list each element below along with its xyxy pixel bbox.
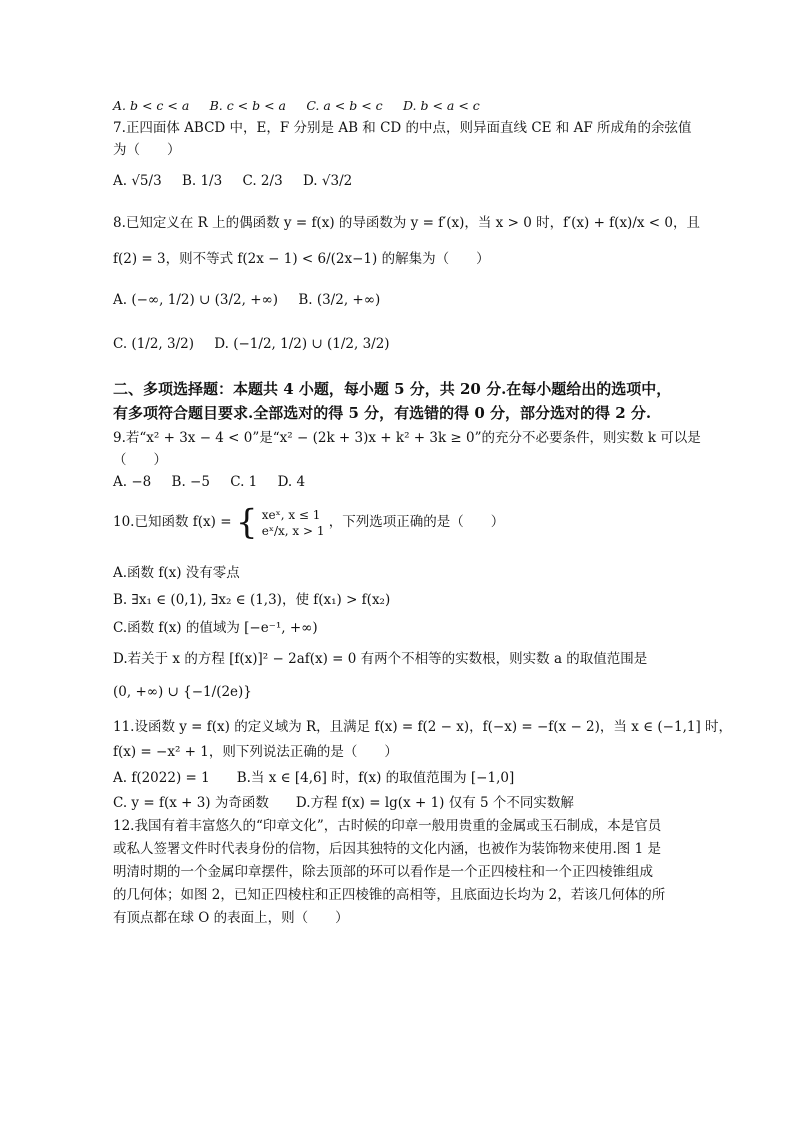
q10-option-a: A.函数 f(x) 没有零点 <box>113 565 240 581</box>
q8-option-a: A. (−∞, 1/2) ∪ (3/2, +∞) <box>113 292 279 308</box>
q7-stem-line1: 7.正四面体 ABCD 中，E，F 分别是 AB 和 CD 的中点，则异面直线 CE 和 AF 所成角的余弦值 <box>113 120 692 136</box>
q9-options <box>113 473 321 491</box>
q7-stem-line2: 为（ ） <box>113 142 181 158</box>
section2-heading-line1: 二、多项选择题：本题共 4 小题，每小题 5 分，共 20 分.在每小题给出的选项中， <box>113 380 672 398</box>
q7-option-d: D. √3/2 <box>302 173 353 189</box>
q7-option-a: A. √5/3 <box>113 173 162 189</box>
q9-option-b: B. −5 <box>171 474 210 490</box>
q12-stem-line4: 的几何体；如图 2，已知正四棱柱和正四棱锥的高相等，且底面边长均为 2，若该几何体的所 <box>113 887 666 903</box>
q8-option-b: B. (3/2, +∞) <box>298 292 381 308</box>
q9-option-d: D. 4 <box>277 474 306 490</box>
q10-case-2: eˣ/x, x > 1 <box>261 523 325 538</box>
q9-option-a: A. −8 <box>113 474 152 490</box>
q10-option-d-line1: D.若关于 x 的方程 [f(x)]² − 2af(x) = 0 有两个不相等的实数根，则实数 a 的取值范围是 <box>113 651 648 667</box>
q10-option-b: B. ∃x₁ ∈ (0,1), ∃x₂ ∈ (1,3)，使 f(x₁) > f(x₂) <box>113 592 391 608</box>
q6-options <box>113 97 496 115</box>
section2-heading-line2: 有多项符合题目要求.全部选对的得 5 分，有选错的得 0 分，部分选对的得 2 分. <box>113 404 652 422</box>
q9-option-c: C. 1 <box>230 474 258 490</box>
q12-stem-line2: 或私人签署文件时代表身份的信物，后因其独特的文化内涵，也被作为装饰物来使用.图 1 是 <box>113 841 661 857</box>
q12-stem-line1: 12.我国有着丰富悠久的“印章文化”，古时候的印章一般用贵重的金属或玉石制成，本是官员 <box>113 818 662 834</box>
q10-option-d-line2: (0, +∞) ∪ {−1/(2e)} <box>113 684 252 700</box>
q11-stem-line2: f(x) = −x² + 1，则下列说法正确的是（ ） <box>113 744 398 760</box>
q8-options-cd <box>113 335 406 353</box>
q8-option-c: C. (1/2, 3/2) <box>113 336 194 352</box>
q12-stem-line5: 有顶点都在球 O 的表面上，则（ ） <box>113 910 349 926</box>
q11-options-cd: C. y = f(x + 3) 为奇函数 D.方程 f(x) = lg(x + 1) 仅有 5 个不同实数解 <box>113 795 574 811</box>
q12-stem-line3: 明清时期的一个金属印章摆件，除去顶部的环可以看作是一个正四棱柱和一个正四棱锥组成 <box>113 864 653 880</box>
q7-option-c: C. 2/3 <box>242 173 283 189</box>
q7-option-b: B. 1/3 <box>181 173 223 189</box>
q8-options-ab <box>113 291 396 309</box>
q6-option-b: B. c < b < a <box>209 98 287 113</box>
q10-brace: { <box>235 502 258 543</box>
q7-options <box>113 172 368 190</box>
q6-option-a: A. b < c < a <box>113 98 190 113</box>
q10-cases <box>262 507 325 539</box>
q11-options-ab: A. f(2022) = 1 B.当 x ∈ [4,6] 时，f(x) 的取值范围为 [−1,0] <box>113 770 515 786</box>
q6-option-c: C. a < b < c <box>306 98 383 113</box>
q10-stem <box>113 502 504 543</box>
q8-option-d: D. (−1/2, 1/2) ∪ (1/2, 3/2) <box>214 336 390 352</box>
q10-case-1: xeˣ, x ≤ 1 <box>261 507 321 522</box>
q10-option-c: C.函数 f(x) 的值域为 [−e⁻¹, +∞) <box>113 620 318 636</box>
q10-prefix: 10.已知函数 f(x) = <box>113 514 232 530</box>
q11-stem-line1: 11.设函数 y = f(x) 的定义域为 R，且满足 f(x) = f(2 − x)，f(−x) = −f(x − 2)，当 x ∈ (−1,1] 时， <box>113 719 733 735</box>
q8-stem-line1: 8.已知定义在 R 上的偶函数 y = f(x) 的导函数为 y = f′(x)，当 x > 0 时，f′(x) + f(x)/x < 0，且 <box>113 215 700 231</box>
q6-option-d: D. b < a < c <box>402 98 480 113</box>
q8-stem-line2: f(2) = 3，则不等式 f(2x − 1) < 6/(2x−1) 的解集为（ ） <box>113 251 490 267</box>
q9-stem-line1: 9.若“x² + 3x − 4 < 0”是“x² − (2k + 3)x + k² + 3k ≥ 0”的充分不必要条件，则实数 k 可以是 <box>113 430 701 446</box>
q10-suffix: ，下列选项正确的是（ ） <box>328 514 505 530</box>
q9-stem-line2: （ ） <box>113 452 167 468</box>
